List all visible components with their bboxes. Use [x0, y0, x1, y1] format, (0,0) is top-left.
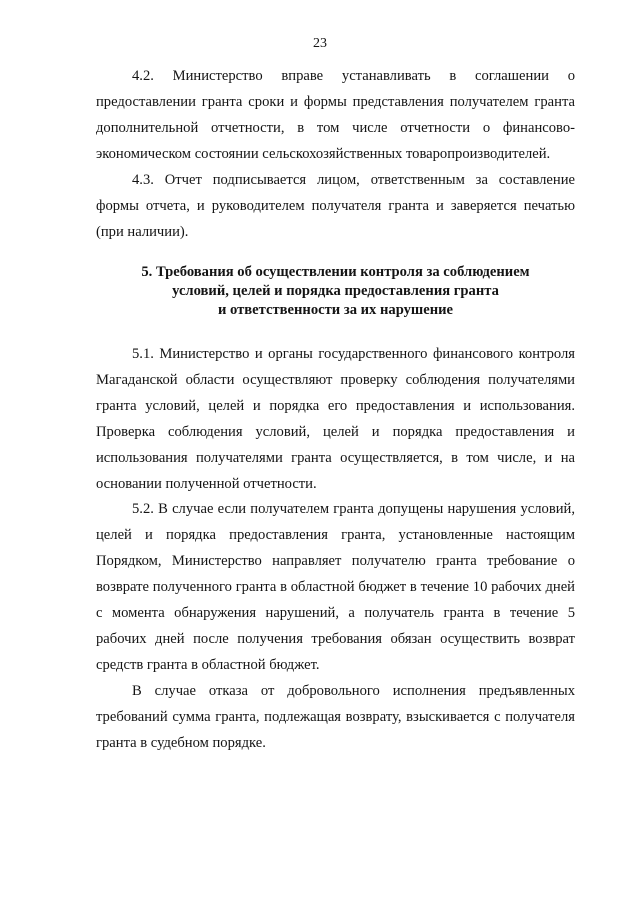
paragraph-5-1-block	[96, 341, 575, 497]
section-heading-line-2: условий, целей и порядка предоставления гранта	[172, 283, 499, 299]
paragraph-5-2: 5.2. В случае если получателем гранта допущены нарушения условий, целей и порядка предоставления гранта, установленные настоящим Порядком, Министерство направляет получателю гранта требование о возврате полученного гранта в областной бюджет в течение 10 рабочих дней с момента обнаружения нарушений, а получатель гранта в течение 5 рабочих дней после получения требования обязан осуществить возврат средств гранта в областной бюджет.	[96, 501, 575, 673]
paragraph-4-3: 4.3. Отчет подписывается лицом, ответственным за составление формы отчета, и руководителем получателя гранта и заверяется печатью (при наличии).	[96, 172, 575, 240]
page-number: 23	[313, 36, 327, 51]
section-5-heading	[96, 263, 575, 320]
paragraph-5-3: В случае отказа от добровольного исполнения предъявленных требований сумма гранта, подлежащая возврату, взыскивается с получателя гранта в судебном порядке.	[96, 683, 575, 751]
paragraph-5-3-block	[96, 678, 575, 756]
section-heading-line-3: и ответственности за их нарушение	[217, 302, 454, 318]
paragraph-4-3-block	[96, 167, 575, 245]
section-heading-line-1: 5. Требования об осуществлении контроля за соблюдением	[141, 264, 530, 280]
paragraph-4-2-block	[96, 63, 575, 167]
paragraph-4-2: 4.2. Министерство вправе устанавливать в соглашении о предоставлении гранта сроки и формы представления получателем гранта дополнительной отчетности, в том числе отчетности о финансово-экономическом состоянии сельскохозяйственных товаропроизводителей.	[96, 68, 575, 162]
paragraph-5-2-block	[96, 496, 575, 678]
paragraph-5-1: 5.1. Министерство и органы государственного финансового контроля Магаданской области осуществляют проверку соблюдения получателями гранта условий, целей и порядка его предоставления и использования. Проверка соблюдения условий, целей и порядка предоставления и использования получателями гранта осуществляется, в том числе, и на основании полученной отчетности.	[96, 346, 575, 492]
